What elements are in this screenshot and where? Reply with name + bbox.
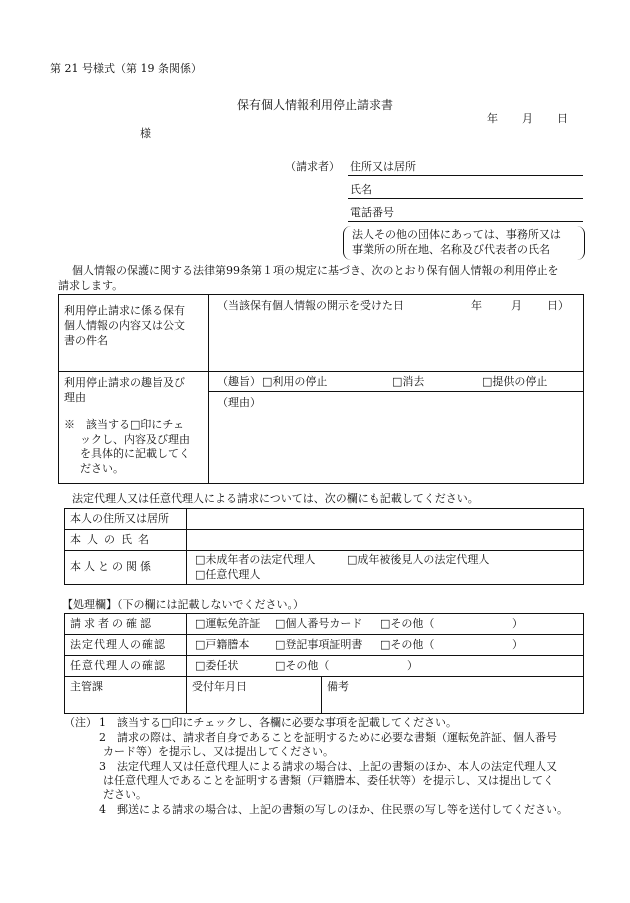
checkbox-family-register[interactable]: □戸籍謄本 bbox=[195, 638, 250, 651]
note-3-num: 3 bbox=[99, 760, 106, 773]
checkbox-voluntary-agent[interactable]: □任意代理人 bbox=[195, 568, 261, 581]
agent-address-value[interactable] bbox=[187, 509, 584, 530]
reason-label: （理由） bbox=[217, 396, 261, 409]
agent-name-label: 本人の氏名 bbox=[65, 530, 187, 551]
note-line-1: ※ 該当する□印にチェ bbox=[64, 417, 185, 431]
proc-r3-close: ） bbox=[407, 659, 418, 672]
proc-r3-label: 任意代理人の確認 bbox=[65, 656, 187, 677]
note-3-text-c: ださい。 bbox=[103, 788, 147, 801]
agent-address-label: 本人の住所又は居所 bbox=[65, 509, 187, 530]
proc-r2-label: 法定代理人の確認 bbox=[65, 635, 187, 656]
note-2-num: 2 bbox=[99, 731, 106, 744]
address-label: 住所又は居所 bbox=[350, 160, 416, 173]
proc-r1-cell bbox=[187, 614, 584, 635]
proc-r2-cell bbox=[187, 635, 584, 656]
proc-r1-label: 請求者の確認 bbox=[65, 614, 187, 635]
main-table bbox=[58, 294, 584, 484]
note-line-4: ださい。 bbox=[80, 462, 124, 476]
agent-relation-label: 本人との関係 bbox=[65, 551, 187, 585]
intro-line1: 個人情報の保護に関する法律第99条第１項の規定に基づき、次のとおり保有個人情報の利用停止を bbox=[72, 264, 559, 277]
name-line[interactable] bbox=[348, 198, 583, 199]
purpose-cell bbox=[209, 372, 584, 392]
checkbox-power-of-attorney[interactable]: □委任状 bbox=[195, 659, 239, 672]
checkbox-registry-cert[interactable]: □登記事項証明書 bbox=[275, 638, 363, 651]
note-3-text-b: は任意代理人であることを証明する書類（戸籍謄本、委任状等）を提示し、又は提出してく bbox=[103, 774, 554, 787]
checkbox-other-1[interactable]: □その他（ bbox=[380, 617, 435, 630]
checkbox-other-2[interactable]: □その他（ bbox=[380, 638, 435, 651]
checkbox-adult-ward-agent[interactable]: □成年被後見人の法定代理人 bbox=[347, 553, 490, 566]
checkbox-other-3[interactable]: □その他（ bbox=[275, 659, 330, 672]
form-number: 第 21 号様式（第 19 条関係） bbox=[50, 62, 202, 75]
note-2-text-a: 請求の際は、請求者自身であることを証明するために必要な書類（運転免許証、個人番号 bbox=[117, 731, 557, 744]
date-year: 年 bbox=[487, 112, 498, 125]
address-line[interactable] bbox=[348, 175, 583, 176]
purpose-label: （趣旨） bbox=[217, 375, 261, 388]
row1-value-text: （当該保有個人情報の開示を受けた日 bbox=[217, 299, 404, 312]
note-1-text: 該当する□印にチェックし、各欄に必要な事項を記載してください。 bbox=[117, 716, 458, 729]
checkbox-license[interactable]: □運転免許証 bbox=[195, 617, 261, 630]
note-2-text-b: カード等）を提示し、又は提出してください。 bbox=[103, 745, 334, 758]
page-title: 保有個人情報利用停止請求書 bbox=[237, 98, 394, 112]
checkbox-minor-agent[interactable]: □未成年者の法定代理人 bbox=[195, 553, 316, 566]
note-4-text: 郵送による請求の場合は、上記の書類の写しのほか、住民票の写し等を送付してください。 bbox=[117, 803, 568, 816]
addressee-suffix: 様 bbox=[140, 127, 151, 140]
proc-r2-close: ） bbox=[512, 638, 523, 651]
processing-table bbox=[64, 613, 584, 714]
note-line-2: ックし、内容及び理由 bbox=[80, 432, 190, 446]
requester-label: （請求者） bbox=[285, 160, 340, 173]
proc-received-date-cell: 受付年月日 bbox=[187, 677, 322, 714]
note-line-3: を具体的に記載してく bbox=[80, 447, 190, 461]
note-4-num: 4 bbox=[99, 803, 106, 816]
org-note-line2: 事業所の所在地、名称及び代表者の氏名 bbox=[352, 243, 550, 256]
date-day: 日 bbox=[557, 112, 568, 125]
note-1-num: 1 bbox=[99, 716, 106, 729]
agent-relation-cell bbox=[187, 551, 584, 585]
phone-label: 電話番号 bbox=[350, 206, 394, 219]
note-3-text-a: 法定代理人又は任意代理人による請求の場合は、上記の書類のほか、本人の法定代理人又 bbox=[117, 760, 557, 773]
org-note-line1: 法人その他の団体にあっては、事務所又は bbox=[352, 228, 561, 241]
row1-day: 日） bbox=[547, 299, 569, 312]
row1-year: 年 bbox=[471, 299, 482, 312]
proc-r3-cell bbox=[187, 656, 584, 677]
processing-label: 【処理欄】（下の欄には記載しないでください。） bbox=[62, 598, 304, 611]
row1-month: 月 bbox=[511, 299, 522, 312]
row1-value-cell[interactable] bbox=[209, 295, 584, 372]
checkbox-stop-use[interactable]: □利用の停止 bbox=[262, 375, 328, 388]
reason-cell[interactable] bbox=[209, 392, 584, 484]
checkbox-mynumber[interactable]: □個人番号カード bbox=[275, 617, 363, 630]
proc-remarks-cell: 備考 bbox=[322, 677, 584, 714]
agent-table bbox=[64, 508, 584, 585]
date-month: 月 bbox=[522, 112, 533, 125]
checkbox-delete[interactable]: □消去 bbox=[392, 375, 425, 388]
row2-label: 利用停止請求の趣旨及び 理由 ※ 該当する□印にチェ ックし、内容及び理由 を具体的に記載してく ださい。 bbox=[59, 372, 209, 484]
notes-head: （注） bbox=[64, 716, 97, 729]
name-label: 氏名 bbox=[350, 183, 372, 196]
phone-line[interactable] bbox=[348, 221, 583, 222]
agent-name-value[interactable] bbox=[187, 530, 584, 551]
proc-dept-cell: 主管課 bbox=[65, 677, 187, 714]
row1-label: 利用停止請求に係る保有 個人情報の内容又は公文 書の件名 bbox=[59, 295, 209, 372]
agent-intro: 法定代理人又は任意代理人による請求については、次の欄にも記載してください。 bbox=[72, 492, 479, 505]
proc-r1-close: ） bbox=[512, 617, 523, 630]
intro-line2: 請求します。 bbox=[58, 279, 124, 292]
checkbox-stop-provide[interactable]: □提供の停止 bbox=[482, 375, 548, 388]
